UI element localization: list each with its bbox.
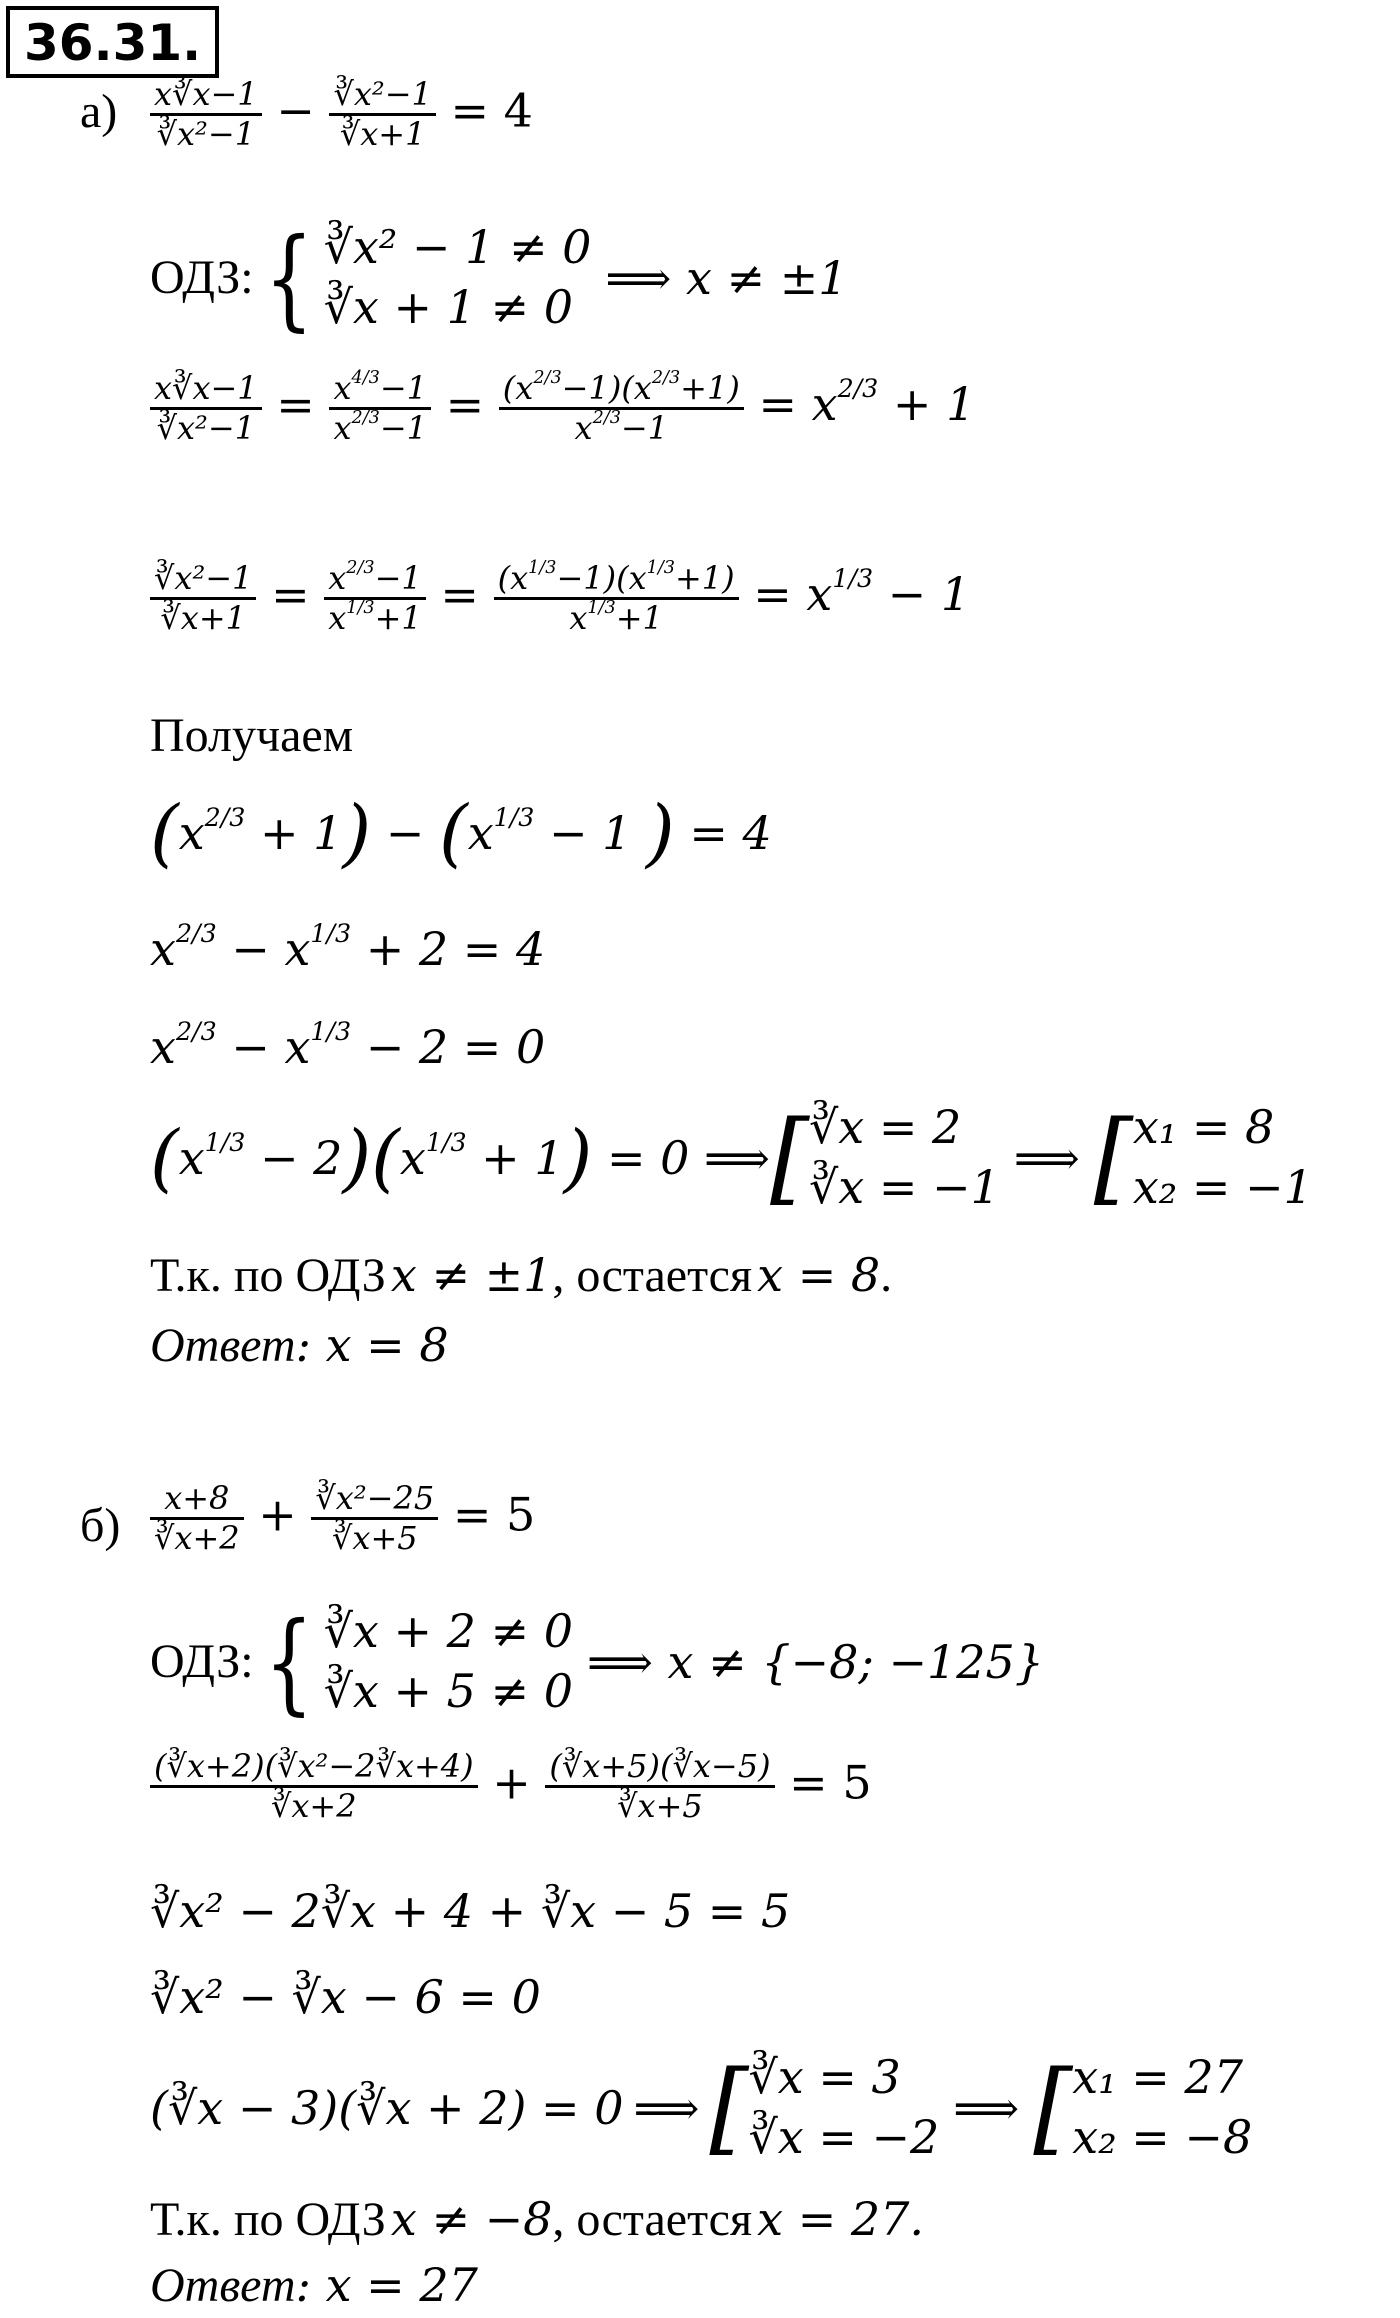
root-a-2: x₂ = −1	[1132, 1159, 1313, 1214]
case-a-2: ∛x = −1	[808, 1159, 1000, 1214]
part-b-eq-2: ∛x² − ∛x − 6 = 0	[150, 1970, 541, 2024]
case-b-1: ∛x = 3	[748, 2050, 901, 2104]
case-a-1: ∛x = 2	[808, 1100, 962, 1154]
part-a-eq-1: $(x^{2/3} + 1) - (x^{1/3} - 1$ ) = 4	[150, 790, 772, 876]
part-b-step-1: $\frac{\text{(∛x+2)(∛x²−2∛x+4)}}{∛x+2}$ + $\frac{(∛x+5)(∛x-5)}{∛x+5}$ = 5	[150, 1748, 872, 1825]
part-a-eq-3: $x^{2/3} - x^{1/3} - 2 = 0$	[150, 1017, 546, 1074]
part-b-equation: $\frac{x+8}{∛x+2}$ + $\frac{\text{∛x²−25}}{∛x+5}$ = 5	[150, 1480, 535, 1557]
part-a-answer: Ответ: x = 8	[150, 1318, 449, 1372]
part-b-odz: ОДЗ: { ∛x + 2 ≠ 0 ∛x + 5 ≠ 0 ⟹ x ≠ {−8; −125}	[150, 1597, 1045, 1726]
part-a-odz: ОДЗ: { ∛x² − 1 ≠ 0 ∛x + 1 ≠ 0 ⟹ x ≠ ±1	[150, 213, 848, 342]
odz-result: ⟹ x ≠ ±1	[605, 250, 848, 305]
part-a-step-2: $\frac{\text{∛x²−1}}{∛x+1}$ = $\frac{x^{2/3}-1}{x^{1/3}+1}$ = $\frac{(x^{1/3}-1)(x^{1/3}+1)}{x^{1/3}+1}$ = $x^{1/3} - 1$	[150, 560, 970, 637]
part-b-label: б)	[80, 1499, 121, 1552]
part-a-step-1: $\frac{x∛x-1}{\text{∛x²−1}}$ = $\frac{x^{4/3}-1}{x^{2/3}-1}$ = $\frac{(x^{2/3}-1)(x^{2/3}+1)}{x^{2/3}-1}$ = $x^{2/3} + 1$	[150, 370, 975, 447]
part-b-eq-1: ∛x² − 2∛x + 4 + ∛x − 5 = 5	[150, 1884, 791, 1938]
part-a-conclusion: Т.к. по ОДЗ x ≠ ±1, остается x = 8.	[150, 1248, 893, 1302]
odz-b-line-2: ∛x + 5 ≠ 0	[323, 1663, 573, 1718]
fraction-1: $\frac{x∛x-1}{\text{∛x²−1}}$	[150, 76, 262, 153]
odz-line-2: ∛x + 1 ≠ 0	[323, 279, 573, 334]
odz-line-1: ∛x² − 1 ≠ 0	[323, 220, 592, 274]
root-b-2: x₂ = −8	[1072, 2109, 1253, 2164]
part-a-getting: Получаем	[150, 709, 354, 762]
part-a-label: а)	[80, 85, 118, 138]
odz-b-line-1: ∛x + 2 ≠ 0	[323, 1604, 573, 1658]
part-a-eq-2: $x^{2/3} - x^{1/3} + 2 = 4$	[150, 919, 546, 976]
odz-label: ОДЗ:	[150, 250, 254, 304]
part-b-answer: Ответ: x = 27	[150, 2258, 478, 2312]
root-b-1: x₁ = 27	[1072, 2050, 1243, 2104]
problem-number: 36.31.	[6, 6, 219, 78]
odz-b-result: ⟹ x ≠ {−8; −125}	[586, 1634, 1045, 1689]
part-b-eq-3: (∛x − 3)(∛x + 2) = 0 ⟹ [ ∛x = 3 ∛x = −2 ⟹ [ x₁ = 27 x₂ = −8	[150, 2048, 1253, 2166]
part-b-conclusion: Т.к. по ОДЗ x ≠ −8, остается x = 27.	[150, 2192, 925, 2246]
part-a-eq-4: $(x^{1/3} - 2)(x^{1/3} + 1) = 0$ ⟹ [ ∛x = 2 ∛x = −1 ⟹ [ x₁ = 8 x₂ = −1	[150, 1098, 1313, 1216]
root-a-1: x₁ = 8	[1132, 1100, 1275, 1154]
fraction-2: $\frac{\text{∛x²−1}}{∛x+1}$	[329, 76, 435, 153]
case-b-2: ∛x = −2	[748, 2109, 940, 2164]
part-a-equation: $\frac{x∛x-1}{\text{∛x²−1}}$ − $\frac{\text{∛x²−1}}{∛x+1}$ = 4	[150, 76, 533, 153]
